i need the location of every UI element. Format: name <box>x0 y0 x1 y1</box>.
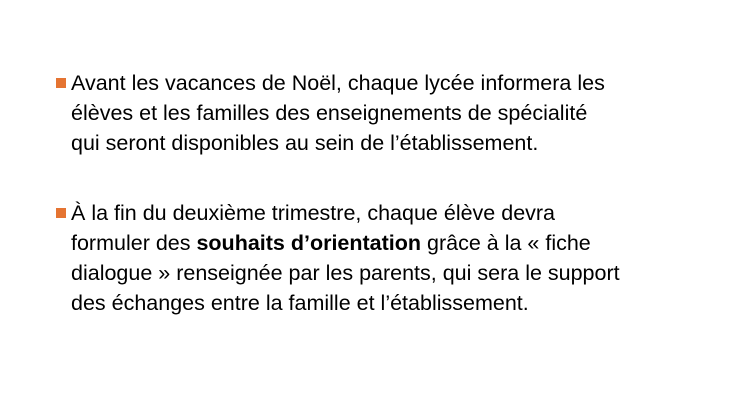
bullet-line: des échanges entre la famille et l’établissement. <box>71 291 529 315</box>
bullet-text: grâce à la « fiche <box>421 231 591 255</box>
bullet-line <box>56 68 706 98</box>
bullet-line: dialogue » renseignée par les parents, qui sera le support <box>71 261 620 285</box>
square-bullet-icon <box>56 78 66 88</box>
bold-phrase: souhaits d’orientation <box>196 231 422 255</box>
bullet-line <box>56 198 706 228</box>
bullet-line: élèves et les familles des enseignements de spécialité <box>71 101 588 125</box>
bullet-text: Avant les vacances de Noël, chaque lycée informera les <box>71 71 605 95</box>
bullet-text: À la fin du deuxième trimestre, chaque élève devra <box>71 201 556 225</box>
bullet-line <box>56 228 706 258</box>
bullet-item-vacances <box>56 68 706 158</box>
bullet-item-trimestre <box>56 198 706 318</box>
square-bullet-icon <box>56 208 66 218</box>
bullet-text: formuler des <box>71 231 197 255</box>
bullet-line: qui seront disponibles au sein de l’établissement. <box>71 131 539 155</box>
